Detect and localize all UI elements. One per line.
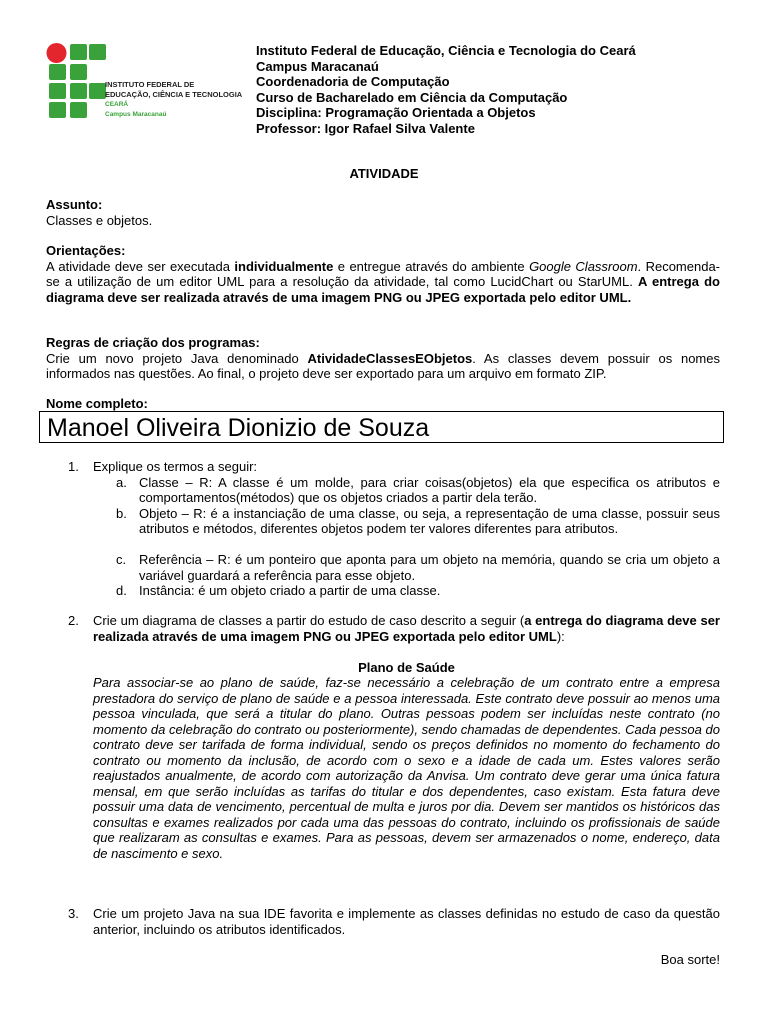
header-line-institute: Instituto Federal de Educação, Ciência e Tecnologia do Ceará xyxy=(256,43,636,58)
question-text: Crie um projeto Java na sua IDE favorita e implemente as classes definidas no estudo de caso da questão anterior, incluindo os atributos identificados. xyxy=(93,906,720,937)
item-text-referencia: Referência – R: é um ponteiro que aponta para um objeto na memória, quando se cria um objeto a variável guardará a referência para esse objeto. xyxy=(139,552,720,583)
orientacoes-label: Orientações: xyxy=(46,243,126,258)
logo-text-line: Campus Maracanaú xyxy=(105,111,167,118)
item-letter: b. xyxy=(116,505,127,521)
nome-label: Nome completo: xyxy=(46,396,148,411)
logo-grid-icon xyxy=(46,43,106,119)
item-letter: d. xyxy=(116,583,127,598)
item-text-instancia: Instância: é um objeto criado a partir de uma classe. xyxy=(139,583,441,598)
item-text-objeto: Objeto – R: é a instanciação de uma classe, ou seja, a representação de uma classe, possuir seus atributos e métodos, diferentes objetos podem ter valores diferentes para atributos. xyxy=(139,505,720,536)
header-line-discipline: Disciplina: Programação Orientada a Objetos xyxy=(256,105,536,120)
question-1 xyxy=(0,459,768,609)
full-name-value: Manoel Oliveira Dionizio de Souza xyxy=(47,414,430,442)
assunto-text: Classes e objetos. xyxy=(46,212,153,228)
item-letter: c. xyxy=(116,552,127,567)
item-letter: a. xyxy=(116,474,127,490)
header-line-coordination: Coordenadoria de Computação xyxy=(256,74,450,89)
document-header xyxy=(256,43,736,136)
regras-text: Crie um novo projeto Java denominado AtividadeClassesEObjetos. As classes devem possuir os nomes informados nas questões. Ao final, o projeto deve ser exportado para um arquivo em formato ZIP. xyxy=(46,350,720,381)
orientacoes-text: A atividade deve ser executada individualmente e entregue através do ambiente Google Classroom. Recomenda-se a utilização de um editor UML para a resolução da atividade, tal como LucidChart ou StarUML. A entrega do diagrama deve ser realizada através de uma imagem PNG ou JPEG exportada pelo editor UML. xyxy=(46,258,721,305)
question-number: 2. xyxy=(68,613,79,628)
page-title: ATIVIDADE xyxy=(349,166,419,181)
regras-label: Regras de criação dos programas: xyxy=(46,335,260,350)
question-2 xyxy=(0,613,768,653)
closing-text: Boa sorte! xyxy=(660,952,720,967)
regras-section xyxy=(46,335,720,382)
header-line-course: Curso de Bacharelado em Ciência da Computação xyxy=(256,89,568,105)
question-3 xyxy=(0,906,768,946)
question-number: 3. xyxy=(68,906,79,921)
question-text: Explique os termos a seguir: xyxy=(93,459,258,474)
header-line-professor: Professor: Igor Rafael Silva Valente xyxy=(256,120,475,136)
orientacoes-section xyxy=(46,243,720,305)
question-number: 1. xyxy=(68,459,79,474)
logo-text-line: CEARÁ xyxy=(105,101,129,108)
question-text: Crie um diagrama de classes a partir do estudo de caso descrito a seguir (a entrega do diagrama deve ser realizada através de uma imagem PNG ou JPEG exportada pelo editor UML): xyxy=(93,613,720,644)
logo-text-line: EDUCAÇÃO, CIÊNCIA E TECNOLOGIA xyxy=(105,90,243,99)
assunto-label: Assunto: xyxy=(46,197,103,212)
institute-logo xyxy=(46,43,246,119)
assunto-section xyxy=(46,197,720,228)
case-study-title: Plano de Saúde xyxy=(358,660,455,675)
header-line-campus: Campus Maracanaú xyxy=(256,58,379,74)
full-name-field[interactable] xyxy=(39,411,724,443)
item-text-classe: Classe – R: A classe é um molde, para criar coisas(objetos) ela que especifica os atributos e comportamentos(métodos) que os objetos criados a partir dela terão. xyxy=(139,474,720,505)
case-study-text: Para associar-se ao plano de saúde, faz-se necessário a celebração de um contrato entre a empresa prestadora do serviço de plano de saúde e a pessoa interessada. Este contrato deve possuir ao menos uma pessoa vinculada, que será a titular do plano. Outras pessoas podem ser incluídas neste contrato (no momento da celebração do contrato ou posteriormente), sendo chamadas de dependentes. Cada pessoa do contrato deve ser tarifada de forma individual, sendo os preços definidos no momento do fechamento do contrato ou momento da inclusão, de acordo com o sexo e a idade de cada um. Estes valores serão reajustados anualmente, de acordo com autorização da Anvisa. Um contrato deve gerar uma única fatura mensal, em que serão incluídas as tarifas do titular e dos dependentes, caso existam. Esta fatura deve possuir uma data de vencimento, percentual de multa e juros por dia. Devem ser mantidos os históricos das consultas e exames realizados por cada uma das pessoas do contrato, incluindo os profissionais de saúde que realizaram as consultas e exames. Para as pessoas, devem ser armazenados o nome, endereço, data de nascimento e sexo. xyxy=(93,675,720,861)
logo-text-line: INSTITUTO FEDERAL DE xyxy=(105,80,195,89)
logo-text xyxy=(105,80,242,120)
